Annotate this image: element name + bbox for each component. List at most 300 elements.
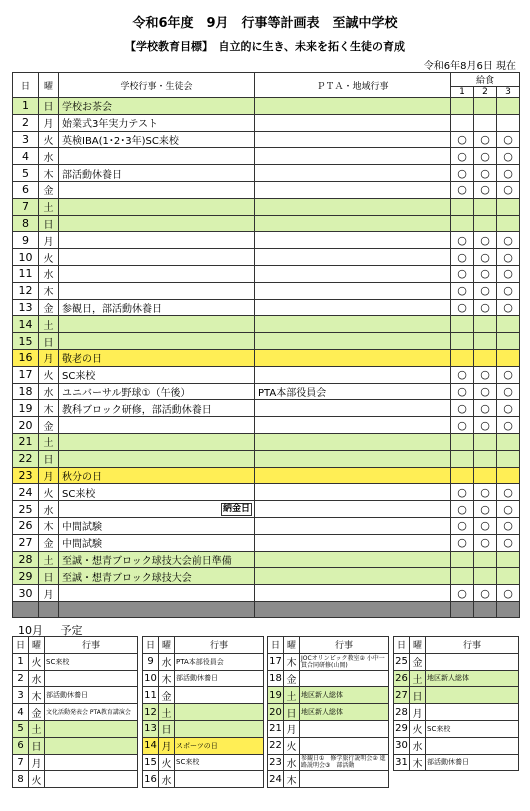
pta-event <box>255 232 451 249</box>
weekday: 木 <box>284 771 300 788</box>
weekday: 水 <box>39 265 59 282</box>
september-row <box>13 484 520 501</box>
event <box>300 653 389 670</box>
weekday: 木 <box>284 653 300 670</box>
col-header-pta: ＰＴＡ・地域行事 <box>255 73 451 98</box>
event <box>45 771 138 788</box>
lunch-mark-grade-1: ○ <box>451 299 474 316</box>
event <box>175 754 264 771</box>
september-row <box>13 501 520 518</box>
weekday: 金 <box>410 653 426 670</box>
col-header-day: 日 <box>394 637 410 654</box>
lunch-mark-grade-3: ○ <box>497 484 520 501</box>
lunch-mark-grade-1 <box>451 433 474 450</box>
weekday: 土 <box>410 670 426 687</box>
lunch-mark-grade-3: ○ <box>497 131 520 148</box>
lunch-mark-grade-1 <box>451 568 474 585</box>
day-number: 25 <box>13 501 39 518</box>
school-event <box>59 467 255 484</box>
weekday: 月 <box>39 114 59 131</box>
september-row <box>13 131 520 148</box>
lunch-mark-grade-2: ○ <box>474 265 497 282</box>
october-row <box>394 670 519 687</box>
school-event-text: 至誠・想青ブロック球技大会前日準備 <box>62 555 232 567</box>
weekday: 水 <box>159 653 175 670</box>
event-text: JOCオリンピック教室② 小中一貫合同研修(山岡) <box>301 654 385 669</box>
october-row <box>394 687 519 704</box>
weekday: 火 <box>29 771 45 788</box>
school-event <box>59 265 255 282</box>
event <box>45 670 138 687</box>
weekday: 月 <box>29 754 45 771</box>
weekday: 金 <box>39 417 59 434</box>
col-header-event: 行事 <box>45 637 138 654</box>
pta-event <box>255 484 451 501</box>
event <box>300 720 389 737</box>
september-row <box>13 349 520 366</box>
weekday: 金 <box>39 299 59 316</box>
lunch-mark-grade-2 <box>474 551 497 568</box>
september-row <box>13 433 520 450</box>
pta-event <box>255 249 451 266</box>
october-row <box>143 670 264 687</box>
weekday: 火 <box>410 720 426 737</box>
col-header-day: 日 <box>13 637 29 654</box>
event <box>426 687 519 704</box>
day-number: 18 <box>13 383 39 400</box>
pta-event <box>255 534 451 551</box>
day-number: 29 <box>13 568 39 585</box>
lunch-mark-grade-3: ○ <box>497 517 520 534</box>
day-number: 24 <box>268 771 284 788</box>
september-row <box>13 333 520 350</box>
day-number: 17 <box>13 366 39 383</box>
weekday: 火 <box>39 366 59 383</box>
event-text: 部活動休養日 <box>176 674 218 683</box>
lunch-mark-grade-1 <box>451 316 474 333</box>
school-event-text: 秋分の日 <box>62 471 102 483</box>
lunch-mark-grade-1 <box>451 98 474 115</box>
day-number: 23 <box>268 754 284 771</box>
weekday: 日 <box>39 333 59 350</box>
event <box>426 704 519 721</box>
event <box>175 687 264 704</box>
lunch-mark-grade-2: ○ <box>474 517 497 534</box>
lunch-mark-grade-1: ○ <box>451 181 474 198</box>
spacer-row <box>13 601 520 617</box>
pta-event <box>255 299 451 316</box>
october-row <box>268 670 389 687</box>
lunch-mark-grade-2: ○ <box>474 148 497 165</box>
as-of-date: 令和6年8月6日 現在 <box>423 61 516 72</box>
lunch-mark-grade-1 <box>451 198 474 215</box>
september-row <box>13 215 520 232</box>
day-number: 19 <box>268 687 284 704</box>
pta-event <box>255 517 451 534</box>
school-event <box>59 417 255 434</box>
school-event <box>59 148 255 165</box>
event <box>45 720 138 737</box>
weekday: 金 <box>284 670 300 687</box>
lunch-mark-grade-1: ○ <box>451 165 474 182</box>
lunch-mark-grade-3 <box>497 450 520 467</box>
school-event-text: 敬老の日 <box>62 354 102 366</box>
lunch-mark-grade-2: ○ <box>474 249 497 266</box>
school-event <box>59 131 255 148</box>
lunch-mark-grade-3 <box>497 333 520 350</box>
october-block <box>267 636 389 788</box>
lunch-mark-grade-2 <box>474 215 497 232</box>
pta-event <box>255 467 451 484</box>
weekday: 金 <box>39 181 59 198</box>
lunch-mark-grade-3: ○ <box>497 383 520 400</box>
col-header-event: 行事 <box>426 637 519 654</box>
september-row <box>13 98 520 115</box>
october-row <box>268 754 389 771</box>
col-header-weekday: 曜 <box>159 637 175 654</box>
weekday: 土 <box>159 704 175 721</box>
weekday: 日 <box>410 687 426 704</box>
lunch-mark-grade-3: ○ <box>497 400 520 417</box>
lunch-mark-grade-2: ○ <box>474 417 497 434</box>
day-number: 18 <box>268 670 284 687</box>
october-row <box>13 737 138 754</box>
day-number: 20 <box>13 417 39 434</box>
weekday: 火 <box>29 653 45 670</box>
lunch-mark-grade-1: ○ <box>451 366 474 383</box>
september-row <box>13 181 520 198</box>
day-number: 30 <box>394 737 410 754</box>
lunch-mark-grade-2: ○ <box>474 165 497 182</box>
lunch-mark-grade-2: ○ <box>474 383 497 400</box>
day-number: 8 <box>13 771 29 788</box>
october-header-row <box>143 637 264 654</box>
school-goal: 【学校教育目標】 自立的に生き、未来を拓く生徒の育成 <box>124 40 406 53</box>
col-header-day: 日 <box>143 637 159 654</box>
day-number: 8 <box>13 215 39 232</box>
lunch-mark-grade-1: ○ <box>451 417 474 434</box>
lunch-mark-grade-3 <box>497 551 520 568</box>
pta-event <box>255 400 451 417</box>
school-event-text: SC来校 <box>62 488 96 500</box>
weekday: 月 <box>39 467 59 484</box>
school-event-text: 教科ブロック研修，部活動休養日 <box>62 404 212 416</box>
day-number: 14 <box>13 316 39 333</box>
lunch-mark-grade-3: ○ <box>497 299 520 316</box>
lunch-mark-grade-1 <box>451 215 474 232</box>
lunch-mark-grade-3: ○ <box>497 585 520 602</box>
september-row <box>13 366 520 383</box>
day-number: 25 <box>394 653 410 670</box>
day-number: 22 <box>13 450 39 467</box>
lunch-mark-grade-1: ○ <box>451 249 474 266</box>
day-number: 5 <box>13 720 29 737</box>
school-event <box>59 568 255 585</box>
day-number: 7 <box>13 754 29 771</box>
september-row <box>13 450 520 467</box>
col-header-weekday: 曜 <box>410 637 426 654</box>
pta-event <box>255 114 451 131</box>
october-row <box>394 737 519 754</box>
lunch-mark-grade-1: ○ <box>451 232 474 249</box>
school-event-text: ユニバーサル野球①（午後） <box>62 387 191 399</box>
weekday: 火 <box>39 249 59 266</box>
weekday: 土 <box>39 316 59 333</box>
october-header-row <box>13 637 138 654</box>
lunch-mark-grade-2 <box>474 198 497 215</box>
event <box>426 754 519 771</box>
september-row <box>13 551 520 568</box>
pta-event <box>255 316 451 333</box>
school-event <box>59 181 255 198</box>
event-text: 部活動休養日 <box>427 758 469 767</box>
day-number: 21 <box>268 720 284 737</box>
october-row <box>143 754 264 771</box>
october-plan-label: 予定 <box>60 624 83 637</box>
pta-event <box>255 568 451 585</box>
weekday: 土 <box>39 433 59 450</box>
school-event <box>59 534 255 551</box>
event-text: 文化活動発表会 PTA教育講演会 <box>46 708 131 716</box>
col-header-day: 日 <box>13 73 39 98</box>
lunch-mark-grade-1 <box>451 114 474 131</box>
october-row <box>143 653 264 670</box>
event <box>175 737 264 754</box>
lunch-mark-grade-3: ○ <box>497 148 520 165</box>
september-row <box>13 282 520 299</box>
lunch-mark-grade-2: ○ <box>474 299 497 316</box>
day-number: 1 <box>13 653 29 670</box>
col-header-lunch: 給食 <box>451 73 520 87</box>
weekday: 水 <box>39 501 59 518</box>
september-row <box>13 585 520 602</box>
october-block <box>393 636 519 771</box>
weekday: 木 <box>39 400 59 417</box>
lunch-mark-grade-2: ○ <box>474 400 497 417</box>
day-number: 11 <box>13 265 39 282</box>
weekday: 土 <box>39 198 59 215</box>
lunch-mark-grade-1: ○ <box>451 501 474 518</box>
lunch-mark-grade-3: ○ <box>497 232 520 249</box>
september-row <box>13 517 520 534</box>
school-event <box>59 198 255 215</box>
event <box>426 737 519 754</box>
school-event <box>59 484 255 501</box>
col-header-lunch-grade-1: 1 <box>451 87 474 98</box>
weekday: 日 <box>39 98 59 115</box>
col-header-day: 日 <box>268 637 284 654</box>
lunch-mark-grade-1: ○ <box>451 131 474 148</box>
weekday: 金 <box>29 704 45 721</box>
school-event <box>59 400 255 417</box>
weekday: 日 <box>29 737 45 754</box>
weekday: 木 <box>410 754 426 771</box>
col-header-lunch-grade-2: 2 <box>474 87 497 98</box>
day-number: 10 <box>143 670 159 687</box>
weekday: 日 <box>159 720 175 737</box>
school-event-text: 参観日，部活動休養日 <box>62 303 162 315</box>
event <box>45 754 138 771</box>
october-row <box>13 754 138 771</box>
lunch-mark-grade-1 <box>451 551 474 568</box>
september-row <box>13 568 520 585</box>
lunch-mark-grade-2 <box>474 450 497 467</box>
lunch-mark-grade-1 <box>451 467 474 484</box>
school-event-text: 学校お茶会 <box>62 102 112 114</box>
school-event <box>59 282 255 299</box>
lunch-mark-grade-3 <box>497 316 520 333</box>
day-number: 24 <box>13 484 39 501</box>
lunch-mark-grade-2 <box>474 333 497 350</box>
school-event <box>59 215 255 232</box>
weekday: 月 <box>39 349 59 366</box>
col-header-weekday: 曜 <box>284 637 300 654</box>
lunch-mark-grade-2: ○ <box>474 181 497 198</box>
school-event <box>59 98 255 115</box>
weekday: 日 <box>39 568 59 585</box>
october-row <box>13 720 138 737</box>
pta-event <box>255 551 451 568</box>
october-block <box>142 636 264 788</box>
lunch-mark-grade-1: ○ <box>451 484 474 501</box>
weekday: 月 <box>410 704 426 721</box>
pta-event <box>255 165 451 182</box>
lunch-mark-grade-2 <box>474 467 497 484</box>
weekday: 金 <box>39 534 59 551</box>
lunch-mark-grade-3: ○ <box>497 282 520 299</box>
event-text: SC来校 <box>46 657 70 666</box>
pta-event <box>255 501 451 518</box>
lunch-mark-grade-1: ○ <box>451 148 474 165</box>
weekday: 月 <box>159 737 175 754</box>
weekday: 木 <box>39 282 59 299</box>
school-event-text: 始業式3年実力テスト <box>62 119 158 131</box>
october-row <box>143 687 264 704</box>
lunch-mark-grade-3 <box>497 215 520 232</box>
day-number: 15 <box>13 333 39 350</box>
day-number: 29 <box>394 720 410 737</box>
lunch-mark-grade-3: ○ <box>497 501 520 518</box>
day-number: 17 <box>268 653 284 670</box>
weekday: 月 <box>284 720 300 737</box>
september-row <box>13 265 520 282</box>
lunch-mark-grade-3: ○ <box>497 417 520 434</box>
october-row <box>143 771 264 788</box>
day-number: 3 <box>13 131 39 148</box>
october-row <box>268 704 389 721</box>
lunch-mark-grade-3 <box>497 114 520 131</box>
lunch-mark-grade-1: ○ <box>451 400 474 417</box>
october-row <box>143 737 264 754</box>
october-row <box>268 771 389 788</box>
school-event <box>59 114 255 131</box>
weekday: 火 <box>39 131 59 148</box>
pta-event <box>255 265 451 282</box>
lunch-mark-grade-2 <box>474 349 497 366</box>
weekday: 日 <box>39 215 59 232</box>
event <box>426 720 519 737</box>
pta-event <box>255 366 451 383</box>
school-event-text: 英検IBA(1･2･3年)SC来校 <box>62 135 179 147</box>
lunch-mark-grade-3 <box>497 433 520 450</box>
september-row <box>13 417 520 434</box>
day-number: 7 <box>13 198 39 215</box>
lunch-mark-grade-3: ○ <box>497 366 520 383</box>
lunch-mark-grade-3 <box>497 349 520 366</box>
weekday: 木 <box>29 687 45 704</box>
event <box>175 670 264 687</box>
school-event <box>59 249 255 266</box>
day-number: 27 <box>13 534 39 551</box>
october-month-label: 10月 <box>18 624 43 637</box>
day-number: 14 <box>143 737 159 754</box>
september-schedule-table <box>12 72 520 618</box>
pta-event <box>255 333 451 350</box>
day-number: 1 <box>13 98 39 115</box>
lunch-mark-grade-2 <box>474 98 497 115</box>
event <box>45 687 138 704</box>
day-number: 4 <box>13 148 39 165</box>
day-number: 28 <box>394 704 410 721</box>
school-event-text: 中間試験 <box>62 522 102 534</box>
day-number: 12 <box>13 282 39 299</box>
event <box>300 737 389 754</box>
col-header-event: 行事 <box>300 637 389 654</box>
event-text: SC来校 <box>176 758 200 767</box>
september-row <box>13 299 520 316</box>
october-row <box>268 687 389 704</box>
school-event <box>59 501 255 518</box>
lunch-mark-grade-2: ○ <box>474 131 497 148</box>
day-number: 2 <box>13 114 39 131</box>
september-row <box>13 383 520 400</box>
pta-event <box>255 433 451 450</box>
school-event <box>59 585 255 602</box>
event <box>300 771 389 788</box>
event <box>45 704 138 721</box>
school-event <box>59 333 255 350</box>
pta-event <box>255 585 451 602</box>
lunch-mark-grade-2: ○ <box>474 585 497 602</box>
lunch-mark-grade-2 <box>474 316 497 333</box>
day-number: 9 <box>143 653 159 670</box>
october-row <box>13 653 138 670</box>
event <box>45 737 138 754</box>
weekday: 火 <box>159 754 175 771</box>
event <box>175 720 264 737</box>
event <box>300 704 389 721</box>
day-number: 4 <box>13 704 29 721</box>
event-text: SC来校 <box>427 724 451 733</box>
event <box>45 653 138 670</box>
day-number: 23 <box>13 467 39 484</box>
lunch-mark-grade-1 <box>451 349 474 366</box>
event-text: 地区新人総体 <box>301 691 343 700</box>
day-number: 21 <box>13 433 39 450</box>
lunch-mark-grade-2: ○ <box>474 366 497 383</box>
lunch-mark-grade-1 <box>451 333 474 350</box>
weekday: 水 <box>29 670 45 687</box>
october-row <box>268 653 389 670</box>
weekday: 土 <box>39 551 59 568</box>
weekday: 金 <box>159 687 175 704</box>
day-number: 16 <box>143 771 159 788</box>
weekday: 土 <box>284 687 300 704</box>
lunch-mark-grade-1: ○ <box>451 517 474 534</box>
weekday: 水 <box>410 737 426 754</box>
school-event-text: SC来校 <box>62 371 96 383</box>
october-header-row <box>394 637 519 654</box>
